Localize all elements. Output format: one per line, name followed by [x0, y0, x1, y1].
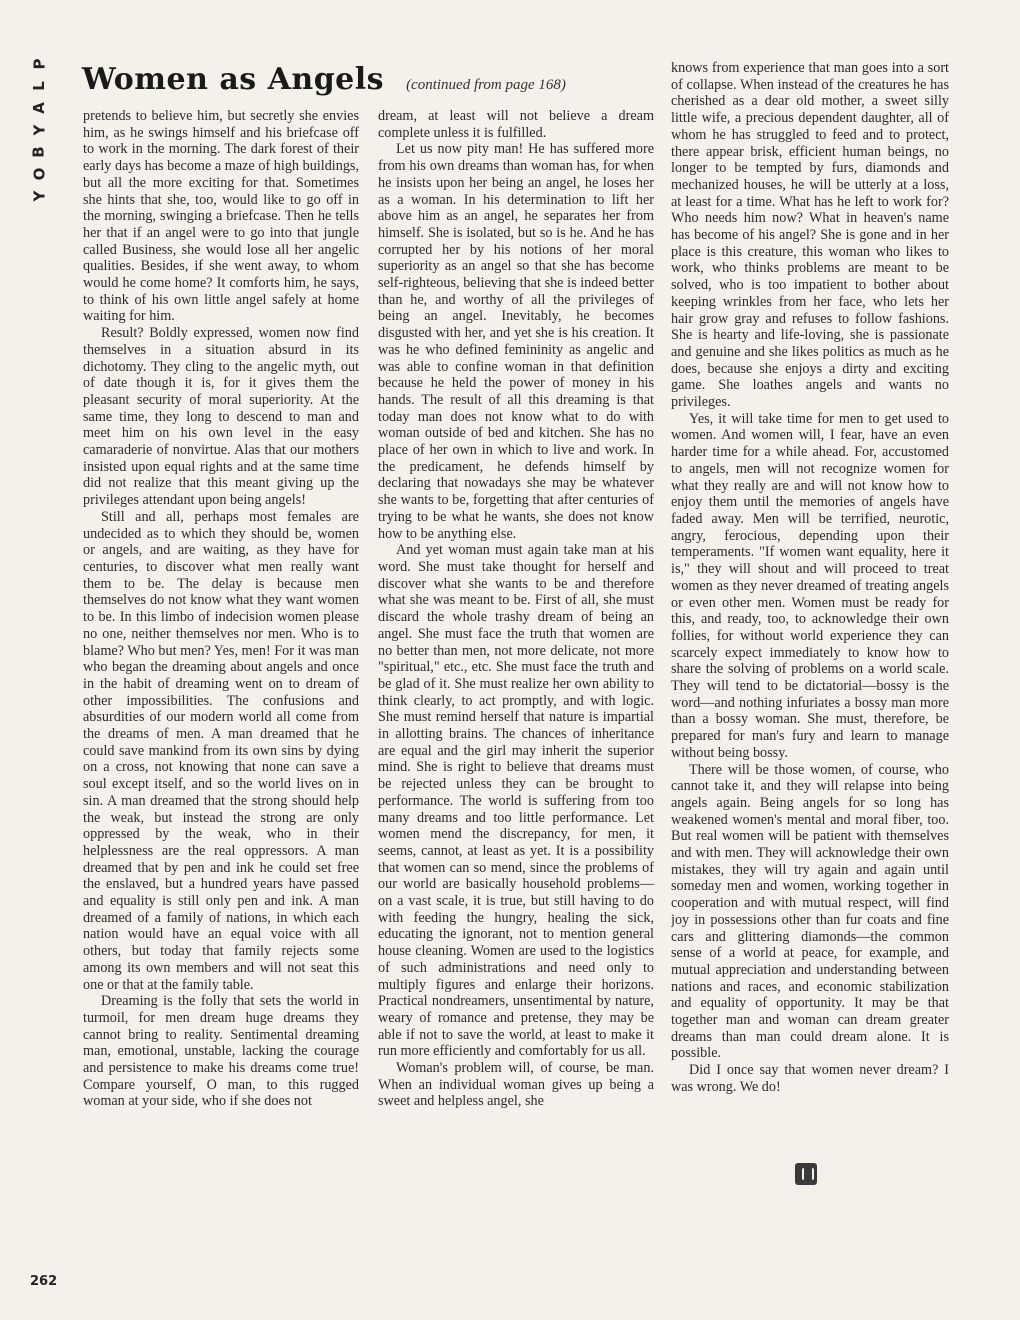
paragraph: pretends to believe him, but secretly she envies him, as he swings himself and his briefcase off to work in the morning. The dark forest of their early days has become a maze of high buildings, but all the more exciting for that. Sometimes she hints that she, too, would like to go off in the morning, swinging a briefcase. Then he tells her that if an angel were to go into that jungle called Business, she would lose all her angelic qualities. Besides, if she went away, to whom would he come home? It comforts him, he says, to think of his own little angel safely at home waiting for him. — [83, 108, 359, 325]
column-3 — [671, 60, 949, 1195]
continued-note: (continued from page 168) — [406, 77, 566, 93]
masthead-letter: A — [29, 102, 48, 114]
paragraph: Woman's problem will, of course, be man. When an individual woman gives up being a sweet and helpless angel, she — [378, 1060, 654, 1110]
article-title — [82, 62, 566, 102]
masthead-letter: Y — [30, 190, 48, 202]
paragraph: Result? Boldly expressed, women now find themselves in a situation absurd in its dichotomy. They cling to the angelic myth, out of date though it is, for it gives them the pleasant security of moral superiority. At the same time, they long to descend to man and meet him on his own level in the easy camaraderie of nonvirtue. Alas that our mothers insisted upon equal rights and at the same time did not realize that this meant giving up the privileges attendant upon being angels! — [83, 325, 359, 509]
column-2 — [378, 108, 654, 1288]
paragraph: Yes, it will take time for men to get used to women. And women will, I fear, have an even harder time for a while ahead. For, accustomed to angels, men will not recognize women for what they really are and will not know how to enjoy them until the memories of angels have faded away. Men will be terrified, neurotic, angry, ferocious, depending upon their temperaments. "If women want equality, here it is," they will shout and will proceed to treat women as they never dreamed of treating angels or even other men. Women must be ready for this, and ready, too, to acknowledge their own follies, for without world experience they can scarcely expect immediately to know how to share the solving of problems on a world scale. They will tend to be dictatorial—bossy is the word—and nothing infuriates a bossy man more than a bossy woman. She must, therefore, be prepared for man's fury and learn to manage without being bossy. — [671, 410, 949, 761]
paragraph: dream, at least will not believe a dream complete unless it is fulfilled. — [378, 108, 654, 141]
masthead-letter: P — [30, 58, 48, 70]
paragraph: And yet woman must again take man at his word. She must take thought for herself and discover what she wants to be and therefore what she was meant to be. First of all, she must discard the whole trashy dream of being an angel. She must face the truth that women are no better than men, not more delicate, not more "spiritual," etc., etc. She must face the truth and be glad of it. She must realize her own ability to think clearly, to act promptly, and with logic. She must remind herself that nature is impartial in allotting brains. The chances of inheritance are equal and the girl may inherit the superior mind. She is right to believe that dreams must be rejected unless they can be brought to performance. The world is suffering from too many dreams and too little performance. Let women mend the discrepancy, for men, it seems, cannot, at least as yet. It is a possibility that women can so mend, since the problems of our world are basically household problems—on a vast scale, it is true, but still having to do with feeding the hungry, healing the sick, educating the ignorant, not to mention general house cleaning. Women are used to the logistics of such administrations and need only to multiply figures and enlarge their horizons. Practical nondreamers, unsentimental by nature, weary of romance and pretense, they may be able if not to save the world, at least to make it run more efficiently and comfortably for us all. — [378, 542, 654, 1060]
magazine-masthead — [22, 56, 56, 204]
masthead-letter: L — [30, 81, 48, 91]
masthead-letter: Y — [30, 124, 48, 136]
paragraph: There will be those women, of course, who cannot take it, and they will relapse into being angels again. Being angels for so long has weakened women's mental and moral fiber, too. But real women will be patient with themselves and with men. They will acknowledge their own mistakes, they will try again and again until someday men and women, working together in cooperation and with mutual respect, will find joy in possessions other than fur coats and fine cars and glittering diamonds—the common sense of a world at peace, for example, and mutual appreciation and understanding between nations and races, and economic stabilization and equality of opportunity. It may be that together man and woman can dream greater dreams than man could dream alone. It is possible. — [671, 761, 949, 1062]
paragraph: Dreaming is the folly that sets the world in turmoil, for men dream huge dreams they cannot bring to reality. Sentimental dreaming man, emotional, unstable, lacking the courage and persistence to make his dreams come true! Compare yourself, O man, to this rugged woman at your side, who if she does not — [83, 993, 359, 1110]
paragraph: Let us now pity man! He has suffered more from his own dreams than woman has, for when he insists upon her being an angel, he loses her as a woman. In his determination to lift her above him as an angel, he separates her from himself. She is isolated, but so is he. And he has corrupted her by his notions of her moral superiority as an angel so that she has become self-righteous, believing that she is indeed better than he, and worthy of all the privileges of being an angel. Inevitably, he becomes disgusted with her, and yet she is his creation. It was he who defined femininity as angelic and was able to confine woman in that definition because he held the power of money in his hands. The result of all this dreaming is that today man does not know what to do with woman outside of bed and kitchen. She has no place of her own in which to live and work. In the predicament, he defends himself by declaring that nowadays she may be whatever she wants to be, forgetting that after centuries of trying to be what he wants, she does not know how to be anything else. — [378, 141, 654, 542]
paragraph: knows from experience that man goes into a sort of collapse. When instead of the creatures he has cherished as a dear old mother, a sweet silly little wife, a precious dependent daughter, all of whom he has struggled to feed and to protect, there appear brisk, efficient human beings, no longer to be tempted by furs, diamonds and mechanized houses, he will be utterly at a loss, at least for a time. What has he left to work for? Who needs him now? What in heaven's name has become of his angel? She is gone and in her place is this creature, this woman who likes to work, who thinks problems are meant to be solved, who is too impatient to bother about keeping wrinkles from her face, who lets her hair grow gray and refuses to follow fashions. She is hearty and life-loving, she is passionate and genuine and she likes politics as much as he does, because she enjoys a dirty and exciting game. She loathes angels and wants no privileges. — [671, 60, 949, 411]
paragraph: Still and all, perhaps most females are undecided as to which they should be, women or angels, and are waiting, as they have for centuries, to discover what men really want them to be. The delay is because men themselves do not know what they want women to be. In this limbo of indecision women please no one, neither themselves nor men. Who is to blame? Who but men? Yes, men! For it was man who began the dreaming about angels and once in the habit of dreaming went on to dream of other impossibilities. The confusions and absurdities of our modern world all come from the dreams of men. A man dreamed that he could save mankind from its own sins by dying on a cross, not knowing that none can save a soul except itself, and so the world lives on in sin. A man dreamed that the strong should help the weak, but instead the strong are only oppressed by the weak, who in their helplessness are the real oppressors. A man dreamed that by pen and ink he could set free the enslaved, but a hundred years have passed and equality is still only pen and ink. A man dreamed of a family of nations, in which each nation would have an equal voice with all others, but today that family rejects some among its own members and will not seat this one or that at the family table. — [83, 508, 359, 993]
page-number: 262 — [30, 1274, 58, 1289]
masthead-letter: O — [29, 167, 48, 181]
column-1 — [83, 108, 359, 1288]
paragraph: Did I once say that women never dream? I was wrong. We do! — [671, 1062, 949, 1095]
masthead-letter: B — [30, 146, 48, 158]
title-main: Women as Angels — [82, 62, 385, 97]
end-mark-icon — [795, 1163, 817, 1185]
